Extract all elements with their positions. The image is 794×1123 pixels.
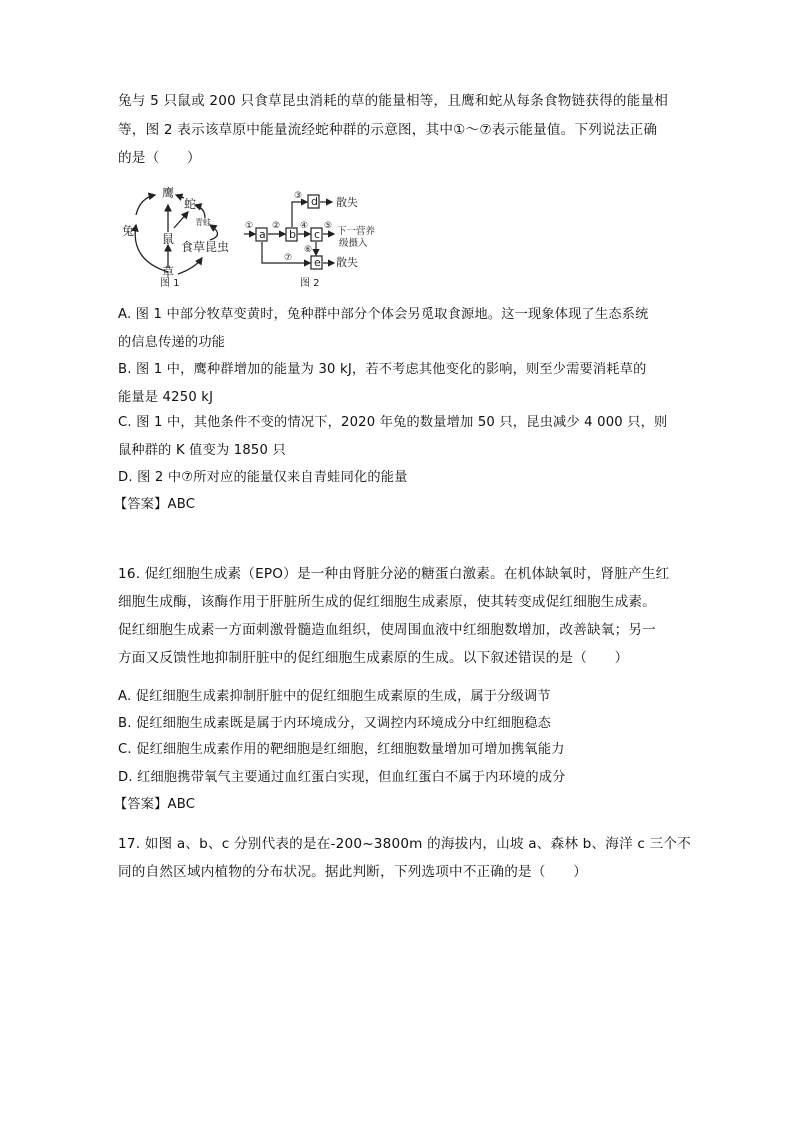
figure-food-web-and-energy-flow bbox=[110, 180, 410, 290]
figure-1 bbox=[135, 195, 217, 274]
loss-label: 散失 bbox=[336, 256, 358, 269]
option-a: A. 图 1 中部分牧草变黄时，兔种群中部分个体会另觅取食源地。这一现象体现了生态系统 bbox=[118, 307, 649, 322]
option-a-cont: 的信息传递的功能 bbox=[118, 335, 226, 350]
option-b: B. 促红细胞生成素既是属于内环境成分，又调控内环境成分中红细胞稳态 bbox=[118, 716, 552, 731]
option-d: D. 红细胞携带氧气主要通过血红蛋白实现，但血红蛋白不属于内环境的成分 bbox=[118, 770, 566, 785]
box-e: e bbox=[314, 256, 321, 269]
text-line: 方面又反馈性地抑制肝脏中的促红细胞生成素原的生成。以下叙述错误的是（ ） bbox=[118, 650, 629, 666]
text-line: 兔与 5 只鼠或 200 只食草昆虫消耗的草的能量相等，且鹰和蛇从每条食物链获得的能量相 bbox=[118, 93, 669, 109]
node-snake: 蛇 bbox=[184, 197, 197, 211]
next-level-label: 级摄入 bbox=[339, 238, 368, 249]
text-line: 16. 促红细胞生成素（EPO）是一种由肾脏分泌的糖蛋白激素。在机体缺氧时，肾脏产生红 bbox=[118, 566, 670, 582]
answer: 【答案】ABC bbox=[114, 497, 196, 512]
label-3: ③ bbox=[294, 191, 303, 201]
node-insect: 食草昆虫 bbox=[181, 240, 230, 254]
next-level-label: 下一营养 bbox=[337, 226, 376, 237]
label-4: ④ bbox=[300, 221, 309, 231]
option-c: C. 促红细胞生成素作用的靶细胞是红细胞，红细胞数量增加可增加携氧能力 bbox=[118, 742, 565, 757]
node-grass: 草 bbox=[162, 265, 175, 279]
answer: 【答案】ABC bbox=[114, 797, 196, 812]
loss-label: 散失 bbox=[336, 196, 358, 209]
box-a: a bbox=[259, 228, 266, 241]
node-eagle: 鹰 bbox=[162, 186, 175, 200]
label-7: ⑦ bbox=[284, 253, 293, 263]
label-2: ② bbox=[272, 221, 281, 231]
label-6: ⑥ bbox=[304, 245, 313, 255]
label-1: ① bbox=[245, 221, 254, 231]
box-d: d bbox=[311, 195, 318, 208]
node-frog: 青蛙 bbox=[195, 218, 211, 227]
text-line: 同的自然区域内植物的分布状况。据此判断，下列选项中不正确的是（ ） bbox=[118, 864, 587, 880]
figure-1-caption: 图 1 bbox=[160, 278, 180, 289]
option-c-cont: 鼠种群的 K 值变为 1850 只 bbox=[118, 443, 286, 458]
text-line: 等，图 2 表示该草原中能量流经蛇种群的示意图，其中①～⑦表示能量值。下列说法正确 bbox=[118, 122, 658, 138]
text-line: 细胞生成酶，该酶作用于肝脏所生成的促红细胞生成素原，使其转变成促红细胞生成素。 bbox=[118, 594, 656, 610]
figure-2-caption: 图 2 bbox=[300, 278, 320, 289]
option-c: C. 图 1 中，其他条件不变的情况下，2020 年兔的数量增加 50 只，昆虫减少 4 000 只，则 bbox=[118, 415, 668, 430]
label-5: ⑤ bbox=[324, 221, 333, 231]
box-b: b bbox=[289, 228, 296, 241]
text-line: 17. 如图 a、b、c 分别代表的是在-200~3800m 的海拔内，山坡 a、森林 b、海洋 c 三个不 bbox=[118, 836, 691, 852]
node-rabbit: 兔 bbox=[122, 224, 135, 238]
node-mouse: 鼠 bbox=[162, 232, 175, 246]
option-b: B. 图 1 中，鹰种群增加的能量为 30 kJ，若不考虑其他变化的影响，则至少需要消耗草的 bbox=[118, 362, 647, 377]
text-line: 的是（ ） bbox=[118, 150, 201, 166]
option-d: D. 图 2 中⑦所对应的能量仅来自青蛙同化的能量 bbox=[118, 470, 408, 485]
box-c: c bbox=[314, 228, 321, 241]
option-b-cont: 能量是 4250 kJ bbox=[118, 390, 214, 405]
option-a: A. 促红细胞生成素抑制肝脏中的促红细胞生成素原的生成，属于分级调节 bbox=[118, 689, 551, 704]
text-line: 促红细胞生成素一方面刺激骨髓造血组织，使周围血液中红细胞数增加，改善缺氧；另一 bbox=[118, 622, 656, 638]
